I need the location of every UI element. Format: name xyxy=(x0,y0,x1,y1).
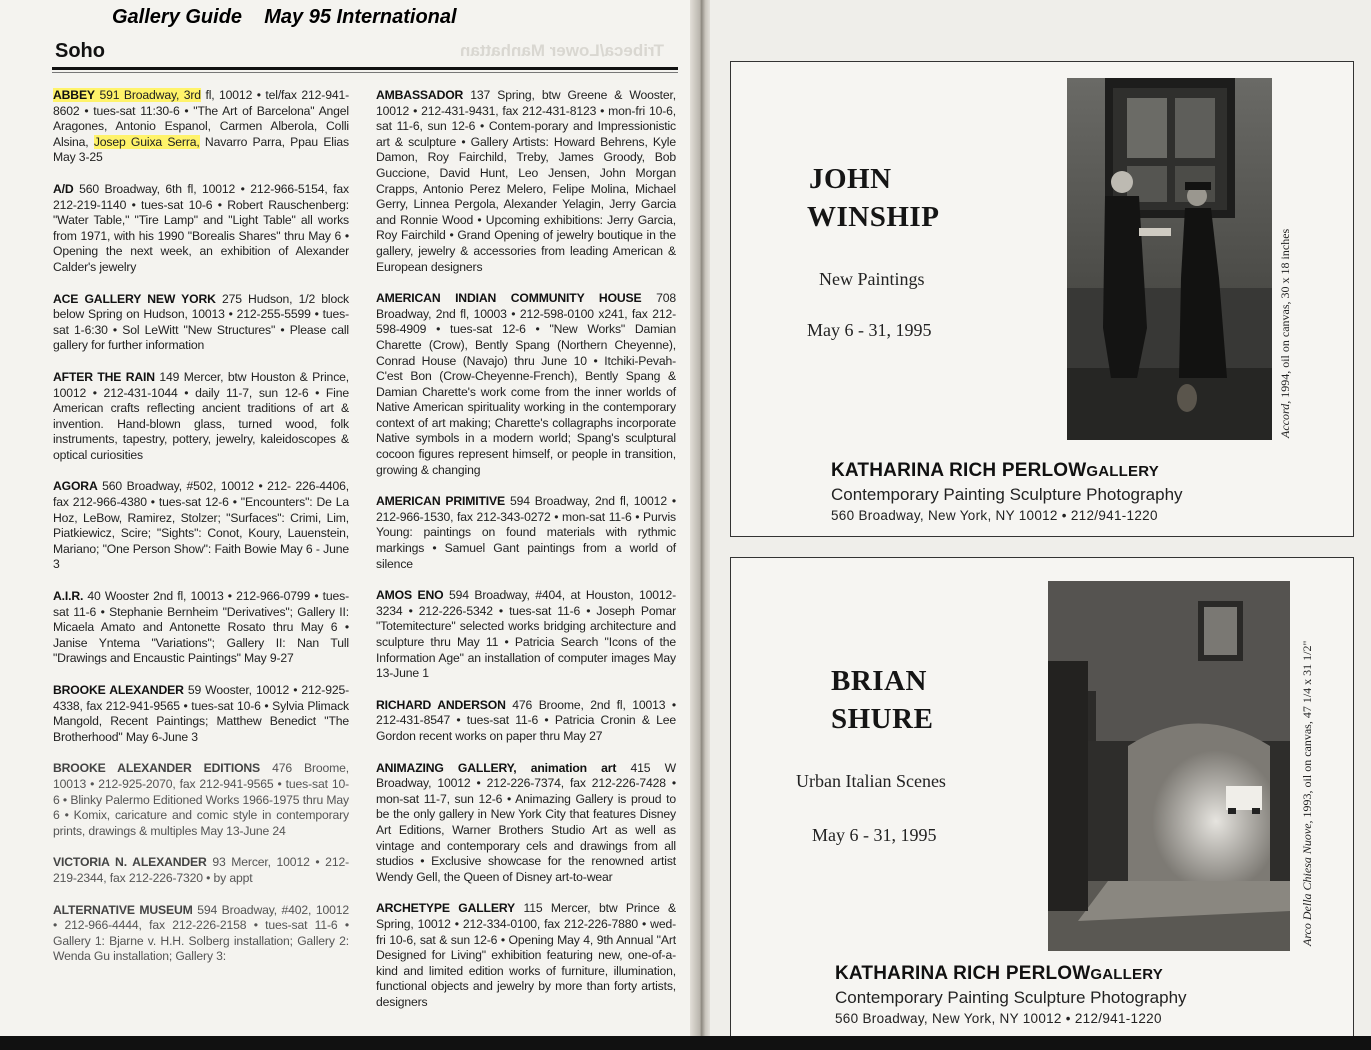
show-title: Urban Italian Scenes xyxy=(796,771,946,791)
listing-text: 40 Wooster 2nd fl, 10013 • 212-966-0799 • tues-sat 11-6 • Stephanie Bernheim "Derivatives"; Gallery II: Micaela Amato and Antonette Rosato thru May 6 • Janise Yntema "Variations"; Gallery II: Nan Tull "Drawings and Encaustic Paintings" May 9-27 xyxy=(53,589,349,666)
listing-entry xyxy=(53,88,349,166)
listing-text: 415 W Broadway, 10012 • 212-226-7374, fax 212-226-7428 • mon-sat 11-7, sun 12-6 • Animazing Gallery is proud to be the only gallery in New York City that features Disney Art Editions, Warner Brothers Studio Art as well as vintage and contemporary cels and drawings from all studios • Exclusive showcase for the renowned artist Wendy Gell, the Queen of Disney art-to-wear xyxy=(376,760,676,884)
listing-text: 93 Mercer, 10012 • 212-219-2344, fax 212-226-7320 • by appt xyxy=(53,855,349,885)
listing-entry xyxy=(376,588,676,682)
listing-text: 594 Broadway, #402, 10012 • 212-966-4444, fax 212-226-2158 • tues-sat 11-6 • Gallery 1: Bjarne v. H.H. Solberg installation; Gallery 2: Wenda Gu installation; Gallery 3: xyxy=(53,902,349,964)
listing-entry xyxy=(376,291,676,478)
gallery-name xyxy=(831,460,1159,482)
listing-text: Navarro Parra, Ppau Elias May 3-25 xyxy=(53,134,349,165)
artist-name xyxy=(831,662,933,738)
painting-caption xyxy=(1300,641,1315,946)
listing-name: ABBEY xyxy=(53,88,95,102)
listing-name: ACE GALLERY NEW YORK xyxy=(53,291,216,306)
listing-name: ALTERNATIVE MUSEUM xyxy=(53,902,193,917)
gallery-name-suffix: GALLERY xyxy=(1086,463,1159,480)
gallery-name-main: KATHARINA RICH PERLOW xyxy=(835,963,1091,984)
section-heading: Soho xyxy=(55,40,105,62)
listing-text: 149 Mercer, btw Houston & Prince, 10012 • 212-431-1044 • daily 11-7, sun 12-6 • Fine American crafts reflecting ancient traditions of art & invention. Hand-blown glass, turned wood, folk instruments, tapestry, pottery, jewelry, kaleidoscopes & optical curiosities xyxy=(53,369,349,462)
show-dates: May 6 - 31, 1995 xyxy=(812,825,937,845)
listing-entry xyxy=(53,292,349,354)
listing-text: 708 Broadway, 2nd fl, 10003 • 212-598-0100 x241, fax 212-598-4909 • tues-sat 12-6 • "New Works" Damian Charette (Crow), Bently Spang (Northern Cheyenne), Conrad House (Navajo) thru June 10 • Itchiki-Pevah-C'est Bon (Crow-Cheyenne-French), Bently Spang & Damian Charette's work come from the inner worlds of Native American spirituality working in the contemporary context of art making; Charette's collagraphs incorporate Native symbols in a modern world; Spang's sculptural cocoon figures represent himself, or people in transition, growing & changing xyxy=(376,291,676,477)
listing-name: VICTORIA N. ALEXANDER xyxy=(53,855,207,870)
gallery-address: 560 Broadway, New York, NY 10012 • 212/941-1220 xyxy=(835,1011,1162,1026)
listing-name: AMOS ENO xyxy=(376,588,444,603)
artist-last-name: SHURE xyxy=(831,703,934,735)
section-rule-thin xyxy=(52,72,678,73)
show-title: New Paintings xyxy=(819,269,925,289)
listing-entry xyxy=(53,589,349,667)
listing-entry xyxy=(53,761,349,839)
listing-entry xyxy=(53,479,349,573)
show-dates: May 6 - 31, 1995 xyxy=(807,320,932,340)
listing-entry xyxy=(376,901,676,1010)
listing-name: BROOKE ALEXANDER xyxy=(53,683,184,697)
gallery-name xyxy=(835,963,1163,985)
bleed-through-text: Tribeca/Lower Manhattan xyxy=(460,41,665,60)
listing-text: 59 Wooster, 10012 • 212-925-4338, fax 212-941-9565 • tues-sat 10-6 • Sylvia Plimack Mangold, Recent Paintings; Matthew Benedict "The Brotherhood" May 6-June 3 xyxy=(53,683,349,744)
gallery-ad-shure xyxy=(730,557,1354,1041)
listing-text: fl, 10012 • tel/fax 212-941-8602 • tues-sat 11:30-6 • "The Art of Barcelona" Angel Aragones, Antonio Espanol, Carmen Alberola, Colli Alsina, xyxy=(53,88,349,149)
gallery-name-main: KATHARINA RICH PERLOW xyxy=(831,460,1087,481)
painting-caption xyxy=(1278,229,1293,438)
listing-highlight: 591 Broadway, 3rd xyxy=(94,88,201,102)
right-page xyxy=(710,0,1371,1050)
listing-entry xyxy=(376,88,676,275)
listings-column-left xyxy=(53,88,349,983)
painting-accord xyxy=(1067,78,1272,440)
listing-name: ANIMAZING GALLERY, animation art xyxy=(376,760,617,775)
listing-entry xyxy=(53,683,349,745)
listing-entry xyxy=(53,903,349,967)
listing-entry xyxy=(53,855,349,886)
scan-bottom-edge xyxy=(0,1036,1371,1050)
listing-text: 476 Broome, 10013 • 212-925-2070, fax 212-941-9565 • tues-sat 10-6 • Blinky Palermo Editioned Works 1966-1975 thru May 6 • Komix, caricature and comic style in contemporary prints, drawings & multiples May 13-June 24 xyxy=(53,761,349,838)
caption-title: Arco Della Chiesa Nuove, xyxy=(1300,820,1314,946)
listing-text: 476 Broome, 2nd fl, 10013 • 212-431-8547 • tues-sat 11-6 • Patricia Cronin & Lee Gordon recent works on paper thru May 27 xyxy=(376,697,676,743)
section-rule xyxy=(52,67,678,70)
listing-entry xyxy=(53,182,349,276)
listing-name: AFTER THE RAIN xyxy=(53,369,155,384)
listings-column-right xyxy=(376,88,676,1026)
artist-name xyxy=(807,160,939,236)
listing-name: BROOKE ALEXANDER EDITIONS xyxy=(53,761,261,776)
gallery-ad-winship xyxy=(730,61,1354,537)
artist-last-name: WINSHIP xyxy=(807,201,940,233)
listing-name: A/D xyxy=(53,181,74,196)
listing-highlight: Josep Guixa Serra, xyxy=(93,134,200,149)
artist-first-name: BRIAN xyxy=(831,665,927,697)
listing-text: 560 Broadway, #502, 10012 • 212- 226-4406, fax 212-966-4380 • tues-sat 12-6 • "Encounters": De La Hoz, LeBow, Ramirez, Stolzer; "Surfaces": Crimi, Lim, Piatkiewicz, Scire; "Sights": Conot, Koury, Lauenstein, Mariano; "One Person Show": Faith Bowie May 6 - June 3 xyxy=(53,479,349,572)
listing-text: 137 Spring, btw Greene & Wooster, 10012 • 212-431-9431, fax 212-431-8123 • mon-fri 10-6, sat 11-6, sun 12-6 • Contem-porary and Impressionistic art & sculpture • Gallery Artists: Howard Behrens, Kyle Damon, Roy Fairchild, Treby, James Groody, Bob Guccione, David Hunt, Leo Jensen, John Morgan Crapps, Antonio Perez Melero, Felipe Molina, Michael Gerry, Linnea Pergola, Alexander Yelagin, Jerry Garcia and Ronnie Wood • Upcoming exhibitions: Jerry Garcia, Roy Fairchild • Grand Opening of jewelry boutique in the gallery, jewelry & accessories from leading American & European designers xyxy=(376,88,676,274)
page-gutter xyxy=(690,0,712,1050)
listing-name: AMERICAN PRIMITIVE xyxy=(376,494,506,509)
painting-arco xyxy=(1048,581,1290,951)
caption-details: 1993, oil on canvas, 47 1/4 x 31 1/2" xyxy=(1300,640,1314,821)
listing-text: 594 Broadway, 2nd fl, 10012 • 212-966-1530, fax 212-343-0272 • mon-sat 11-6 • Purvis Young: paintings on found materials with rythmic markings • Samuel Gant paintings from a world of silence xyxy=(376,494,676,571)
listing-entry xyxy=(53,370,349,464)
guide-title: Gallery Guide May 95 International xyxy=(112,6,457,28)
listing-name: AGORA xyxy=(53,479,98,494)
listing-text: 275 Hudson, 1/2 block below Spring on Hudson, 10013 • 212-255-5599 • tues-sat 1-6:30 • Sol LeWitt "New Structures" • Please call gallery for further information xyxy=(53,291,349,353)
listing-text: 594 Broadway, #404, at Houston, 10012-3234 • 212-226-5342 • tues-sat 11-6 • Joseph Pomar "Totemitecture" selected works bridging architecture and sculpture thru May 11 • Patricia Search "Icons of the Information Age" an installation of computer images May 13-June 1 xyxy=(376,588,676,681)
listing-entry xyxy=(376,494,676,572)
painting-arco-image xyxy=(1048,581,1290,951)
listing-name: RICHARD ANDERSON xyxy=(376,697,506,712)
listing-text: 115 Mercer, btw Prince & Spring, 10012 • 212-334-0100, fax 212-226-7880 • wed-fri 10-6, sat & sun 12-6 • Opening May 4, 9th Annual "Art Designed for Living" exhibition featuring new, one-of-a-kind and limited edition works of furniture, illumination, functional objects and jewelry by more than forty artists, designers xyxy=(376,901,677,1009)
listing-name: A.I.R. xyxy=(53,589,84,604)
listing-name: AMERICAN INDIAN COMMUNITY HOUSE xyxy=(376,291,642,306)
gallery-name-suffix: GALLERY xyxy=(1090,966,1163,983)
listing-name: AMBASSADOR xyxy=(376,88,464,102)
listing-name: ARCHETYPE GALLERY xyxy=(376,901,516,916)
painting-accord-image xyxy=(1067,78,1272,440)
artist-first-name: JOHN xyxy=(809,163,892,195)
listing-entry xyxy=(376,698,676,745)
gallery-tagline: Contemporary Painting Sculpture Photography xyxy=(835,988,1187,1007)
listing-text: 560 Broadway, 6th fl, 10012 • 212-966-5154, fax 212-219-1140 • tues-sat 10-6 • Robert Rauschenberg: "Water Table," "Tire Lamp" and "Light Table" all works from 1971, with his 1990 "Borealis Shares" thru May 6 • Opening the next week, an exhibition of Alexander Calder's jewelry xyxy=(53,181,349,274)
caption-title: Accord, xyxy=(1278,400,1292,438)
gallery-tagline: Contemporary Painting Sculpture Photography xyxy=(831,485,1183,504)
caption-details: 1994, oil on canvas, 30 x 18 inches xyxy=(1278,228,1292,401)
listing-entry xyxy=(376,761,676,886)
gallery-address: 560 Broadway, New York, NY 10012 • 212/941-1220 xyxy=(831,508,1158,523)
